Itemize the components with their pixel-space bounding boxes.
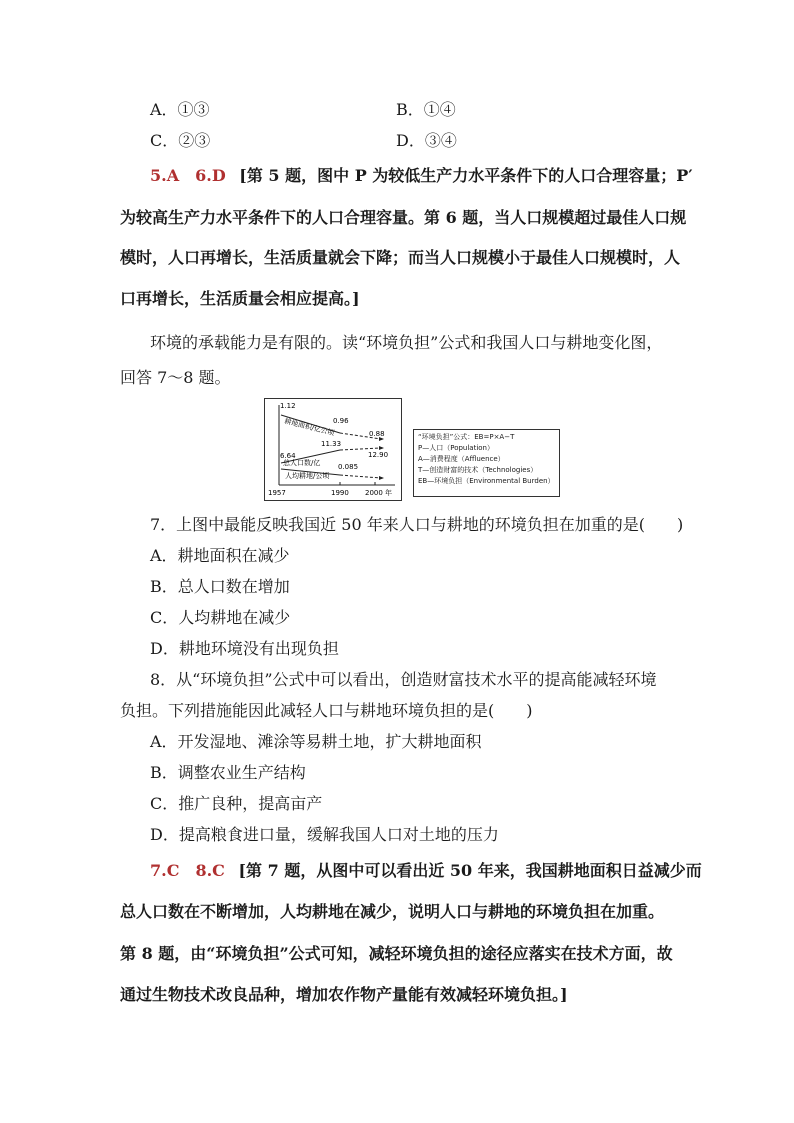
- answer-7-8-text: [第 7 题，从图中可以看出近 50 年来，我国耕地面积日益减少而: [238, 861, 702, 880]
- intro-line1: 环境的承载能力是有限的。读“环境负担”公式和我国人口与耕地变化图，: [150, 333, 663, 352]
- formula-eb: EB—环境负担（Environmental Burden）: [418, 477, 555, 485]
- label-6-64: 6.64: [280, 452, 296, 460]
- option-a: A．①③: [150, 100, 210, 119]
- label-percap: 人均耕地/公顷: [285, 472, 330, 480]
- q8-option-d: D．提高粮食进口量，缓解我国人口对土地的压力: [150, 825, 499, 844]
- tick-1957: 1957: [268, 489, 286, 497]
- answer-5-6-line3: 模时，人口再增长，生活质量就会下降；而当人口规模小于最佳人口规模时，人: [120, 248, 681, 267]
- q7-option-a: A．耕地面积在减少: [150, 546, 290, 565]
- label-12-90: 12.90: [368, 451, 389, 459]
- q8-stem-line1: 8．从“环境负担”公式中可以看出，创造财富技术水平的提高能减轻环境: [150, 670, 657, 689]
- label-arable: 耕地面积/亿公顷: [283, 417, 336, 438]
- formula-title: “环境负担”公式：EB=P×A−T: [418, 433, 515, 441]
- answer-key-7-8: 7.C 8.C: [150, 861, 225, 880]
- q8-option-a: A．开发湿地、滩涂等易耕土地，扩大耕地面积: [150, 732, 482, 751]
- answer-5-6-line1: [150, 163, 693, 186]
- q7-stem: 7．上图中最能反映我国近 50 年来人口与耕地的环境负担在加重的是( ): [150, 515, 684, 534]
- percap-line-dashed: [340, 475, 381, 478]
- formula-a: A—消费程度（Affluence）: [418, 455, 505, 463]
- answer-7-8-line2: 总人口数在不断增加，人均耕地在减少，说明人口与耕地的环境负担在加重。: [120, 902, 665, 921]
- q8-option-c: C．推广良种，提高亩产: [150, 794, 323, 813]
- option-c: C．②③: [150, 131, 211, 150]
- answer-5-6-line2: 为较高生产力水平条件下的人口合理容量。第 6 题，当人口规模超过最佳人口规: [120, 208, 687, 227]
- q7-option-c: C．人均耕地在减少: [150, 608, 291, 627]
- population-arable-figure: [264, 398, 402, 501]
- formula-p: P—人口（Population）: [418, 444, 494, 452]
- tick-2000: 2000 年: [365, 489, 393, 497]
- answer-key: 5.A 6.D: [150, 166, 226, 185]
- formula-t: T—创造财富的技术（Technologies）: [418, 466, 538, 474]
- label-0-88: 0.88: [369, 430, 385, 438]
- label-11-33: 11.33: [321, 440, 342, 448]
- q7-option-b: B．总人口数在增加: [150, 577, 290, 596]
- intro-line2: 回答 7～8 题。: [120, 368, 231, 387]
- answer-7-8-line4: 通过生物技术改良品种，增加农作物产量能有效减轻环境负担。]: [120, 985, 568, 1004]
- tick-1990: 1990: [331, 489, 349, 497]
- label-0-085: 0.085: [338, 463, 359, 471]
- answer-7-8-line3: 第 8 题，由“环境负担”公式可知，减轻环境负担的途径应落实在技术方面，故: [120, 944, 673, 963]
- answer-text: [第 5 题，图中 P 为较低生产力水平条件下的人口合理容量；P′: [239, 166, 693, 185]
- label-pop: 总人口数/亿: [283, 459, 321, 467]
- option-d: D．③④: [396, 131, 457, 150]
- q8-option-b: B．调整农业生产结构: [150, 763, 306, 782]
- population-line-dashed: [340, 448, 381, 450]
- q8-stem-line2: 负担。下列措施能因此减轻人口与耕地环境负担的是( ): [120, 701, 533, 720]
- option-b: B．①④: [396, 100, 456, 119]
- label-1-12: 1.12: [280, 402, 296, 410]
- figure-svg: [265, 399, 401, 500]
- label-0-96: 0.96: [333, 417, 349, 425]
- answer-5-6-line4: 口再增长，生活质量会相应提高。]: [120, 289, 360, 308]
- answer-7-8-line1: [150, 858, 702, 881]
- formula-box: [413, 429, 560, 497]
- q7-option-d: D．耕地环境没有出现负担: [150, 639, 339, 658]
